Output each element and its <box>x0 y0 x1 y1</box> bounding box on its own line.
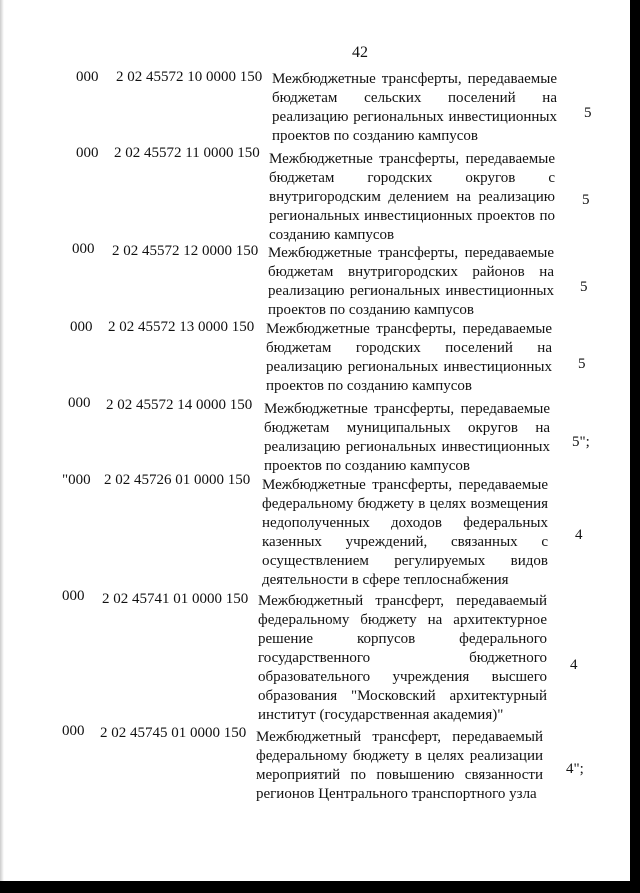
row-value: 4 <box>575 527 583 543</box>
row-kbk: 2 02 45572 12 0000 150 <box>112 243 259 259</box>
row-kbk: 2 02 45572 13 0000 150 <box>108 319 255 335</box>
row-code: "000 <box>62 472 91 488</box>
row-value: 5 <box>580 279 588 295</box>
row-kbk: 2 02 45741 01 0000 150 <box>102 591 249 607</box>
row-description: Межбюджетные трансферты, передаваемые бюджетам городских округов с внутригородским делением на реализацию региональных инвестиционных проектов по созданию кампусов <box>269 151 555 243</box>
row-code: 000 <box>62 723 85 739</box>
row-value: 5 <box>582 192 590 208</box>
row-kbk: 2 02 45726 01 0000 150 <box>104 472 251 488</box>
row-kbk: 2 02 45745 01 0000 150 <box>100 725 247 741</box>
row-description: Межбюджетный трансферт, передаваемый федеральному бюджету в целях реализации мероприятий по повышению связанности регионов Центрального транспортного узла <box>256 729 543 802</box>
row-code: 000 <box>76 145 99 161</box>
row-value: 4 <box>570 657 578 673</box>
row-code: 000 <box>68 395 91 411</box>
page-number: 42 <box>352 44 368 61</box>
row-kbk: 2 02 45572 14 0000 150 <box>106 397 253 413</box>
row-value: 5 <box>578 356 586 372</box>
row-code: 000 <box>76 69 99 85</box>
row-kbk: 2 02 45572 10 0000 150 <box>116 69 263 85</box>
row-description: Межбюджетные трансферты, передаваемые бюджетам муниципальных округов на реализацию региональных инвестиционных проектов по созданию кампусов <box>264 401 550 474</box>
row-description: Межбюджетные трансферты, передаваемые бюджетам сельских поселений на реализацию региональных инвестиционных проектов по созданию кампусов <box>272 71 557 144</box>
row-code: 000 <box>62 588 85 604</box>
row-kbk: 2 02 45572 11 0000 150 <box>114 145 260 161</box>
scan-right-border <box>630 0 640 893</box>
row-value: 5 <box>584 105 592 121</box>
row-description: Межбюджетные трансферты, передаваемые федеральному бюджету в целях возмещения недополученных доходов федеральных казенных учреждений, связанных с осуществлением регулируемых видов деятельности в сфере теплоснабжения <box>262 477 548 588</box>
scan-bottom-border <box>0 881 640 893</box>
scan-left-shadow <box>0 0 4 893</box>
row-description: Межбюджетные трансферты, передаваемые бюджетам внутригородских районов на реализацию региональных инвестиционных проектов по созданию кампусов <box>268 245 554 318</box>
row-value: 5"; <box>572 434 590 450</box>
row-code: 000 <box>70 319 93 335</box>
row-description: Межбюджетные трансферты, передаваемые бюджетам городских поселений на реализацию региональных инвестиционных проектов по созданию кампусов <box>266 321 552 394</box>
row-code: 000 <box>72 241 95 257</box>
row-description: Межбюджетный трансферт, передаваемый федеральному бюджету на архитектурное решение корпусов федерального государственного бюджетного образовательного учреждения высшего образования "Московский архитектурный институт (государственная академия)" <box>258 593 547 723</box>
row-value: 4"; <box>566 761 584 777</box>
